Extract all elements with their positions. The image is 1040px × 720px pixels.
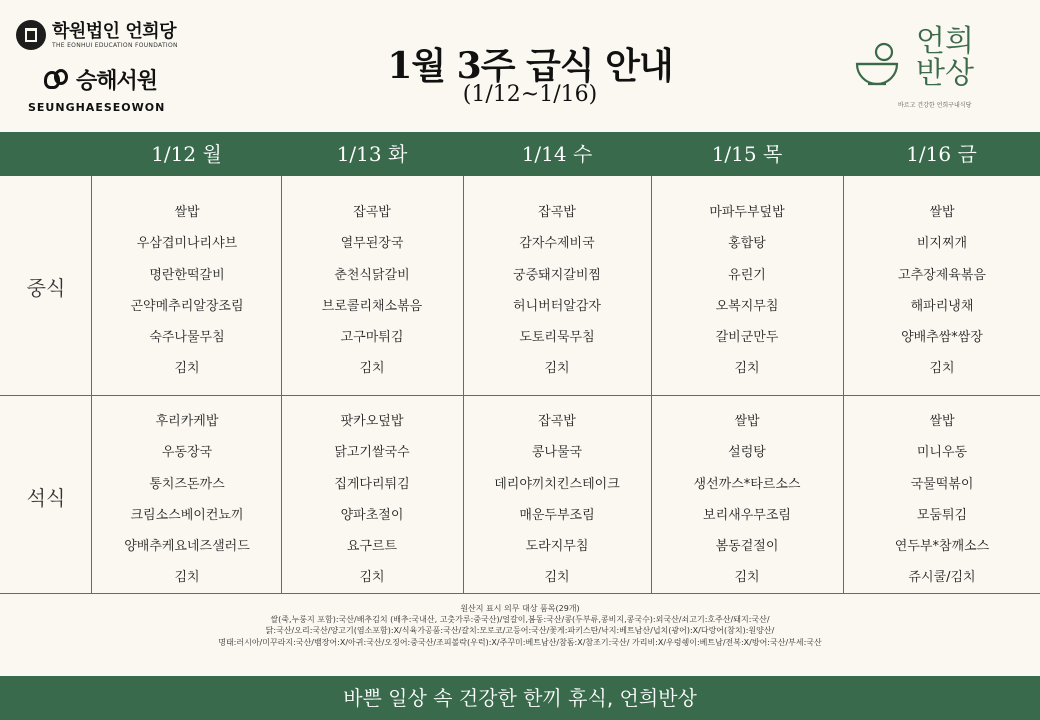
menu-item: 갈비군만두	[715, 330, 779, 346]
table-divider	[843, 176, 844, 594]
menu-item: 김치	[734, 570, 760, 586]
menu-item: 쌀밥	[174, 205, 200, 220]
menu-item: 숙주나물무침	[149, 330, 225, 346]
menu-item: 고추장제육볶음	[898, 267, 986, 283]
school-english-name: SEUNGHAESEOWON	[28, 101, 166, 114]
menu-item: 쌀밥	[929, 414, 955, 429]
foundation-english-name: THE EONHUI EDUCATION FOUNDATION	[52, 41, 178, 49]
menu-item: 모둠튀김	[916, 507, 968, 523]
origin-line: 명태:러시아/미꾸라지:국산/뱀장어:X/아귀:국산/오징어:중국산/조피볼락(우럭):X/주꾸미:베트남산/참돔:X/참조기:국산/ 가리비:X/우렁쉥이:베트남/전복:X/방어:국산/부세:국산	[218, 637, 822, 647]
day-header-wed: 1/14 수	[521, 142, 593, 166]
menu-item: 보리새우무조림	[703, 507, 791, 523]
menu-cell-dinner-thu	[654, 406, 840, 594]
menu-item: 명란한떡갈비	[149, 267, 225, 283]
origin-line: 닭:국산/오리:국산/양고기(염소포함):X/식육가공품:국산/갈치:모로코/고등어:국산/꽃게:파키스탄/낙지:베트남산/넙치(광어):X/다랑어(참치):원양산/	[265, 626, 775, 636]
day-header-tue: 1/13 화	[336, 142, 408, 166]
menu-cell-dinner-fri	[849, 406, 1035, 594]
table-divider	[0, 395, 1040, 396]
menu-cell-lunch-mon	[94, 197, 280, 385]
menu-item: 연두부*참깨소스	[894, 539, 990, 555]
menu-item: 설렁탕	[728, 445, 766, 461]
menu-item: 봄동겉절이	[715, 539, 779, 555]
menu-item: 매운두부조림	[519, 507, 595, 523]
menu-item: 김치	[359, 361, 385, 377]
day-header-mon: 1/12 월	[151, 142, 222, 166]
table-divider	[651, 176, 652, 594]
menu-item: 국물떡볶이	[910, 476, 974, 492]
menu-item: 미니우동	[916, 445, 968, 461]
menu-item: 유린기	[728, 267, 766, 283]
menu-item: 비지찌개	[916, 236, 968, 252]
menu-item: 마파두부덮밥	[709, 205, 785, 220]
header	[0, 0, 1040, 132]
menu-cell-lunch-tue	[279, 197, 465, 385]
foundation-logo	[16, 20, 216, 50]
menu-item: 춘천식닭갈비	[334, 267, 410, 283]
footer-slogan: 바쁜 일상 속 건강한 한끼 휴식, 언희반상	[0, 676, 1040, 720]
menu-item: 요구르트	[346, 539, 398, 555]
menu-item: 양파초절이	[340, 507, 404, 523]
menu-item: 쌀밥	[929, 205, 955, 220]
menu-item: 콩나물국	[531, 445, 583, 461]
menu-item: 잡곡밥	[538, 414, 576, 429]
menu-item: 홍합탕	[728, 236, 766, 252]
page-title: 1월 3주 급식 안내	[387, 45, 673, 87]
bowl-icon	[854, 42, 900, 88]
menu-item: 김치	[174, 570, 200, 586]
menu-item: 양배추케요네즈샐러드	[124, 539, 250, 555]
menu-item: 고구마튀김	[340, 330, 404, 346]
menu-item: 열무된장국	[340, 236, 404, 252]
origin-heading: 원산지 표시 의무 대상 품목(29개)	[460, 604, 580, 613]
menu-item: 양배추쌈*쌈장	[901, 330, 983, 346]
menu-item: 도토리묵무침	[519, 330, 595, 346]
menu-item: 닭고기쌀국수	[334, 445, 410, 461]
brand-logo	[850, 22, 1030, 112]
school-logos	[16, 20, 216, 114]
menu-item: 통치즈돈까스	[149, 476, 225, 492]
menu-item: 김치	[544, 361, 570, 377]
menu-item: 잡곡밥	[538, 205, 576, 220]
menu-item: 우삼겹미나리샤브	[136, 236, 238, 252]
menu-item: 곤약메추리알장조림	[130, 298, 244, 314]
menu-item: 김치	[359, 570, 385, 586]
school-mark-icon	[44, 69, 70, 91]
menu-item: 김치	[734, 361, 760, 377]
menu-item: 김치	[544, 570, 570, 586]
menu-item: 김치	[174, 361, 200, 377]
menu-item: 해파리냉채	[910, 298, 974, 314]
menu-item: 오복지무침	[715, 298, 779, 314]
school-logo	[44, 64, 216, 95]
menu-item: 집게다리튀김	[334, 476, 410, 492]
menu-item: 궁중돼지갈비찜	[513, 267, 601, 283]
school-name: 승해서원	[76, 69, 158, 94]
menu-item: 쥬시쿨/김치	[908, 570, 976, 586]
menu-cell-lunch-fri	[849, 197, 1035, 385]
origin-line: 쌀(죽,누룽지 포함):국산/배추김치 (배추:국내산, 고춧가루:중국산)/얼갈이,봄동:국산/콩(두부류,콩비지,콩국수):외국산/쇠고기:호주산/돼지:국산/	[270, 615, 770, 625]
table-divider	[91, 176, 92, 594]
menu-cell-dinner-mon	[94, 406, 280, 594]
brand-name-line2: 반상	[916, 56, 974, 91]
menu-table	[0, 176, 1040, 594]
menu-item: 브로콜리채소볶음	[321, 298, 423, 314]
date-range: (1/12~1/16)	[462, 82, 598, 107]
brand-name-line1: 언희	[916, 24, 974, 59]
day-header-thu: 1/15 목	[711, 142, 783, 166]
row-label-lunch: 중식	[26, 276, 66, 300]
menu-item: 잡곡밥	[353, 205, 391, 220]
menu-item: 감자수제비국	[519, 236, 595, 252]
menu-item: 도라지무침	[525, 539, 589, 555]
menu-item: 후리카케밥	[155, 414, 219, 429]
menu-item: 허니버터알감자	[513, 298, 601, 314]
day-header-fri: 1/16 금	[906, 142, 977, 166]
menu-item: 우동장국	[161, 445, 213, 461]
menu-cell-lunch-wed	[464, 197, 650, 385]
row-label-dinner: 석식	[26, 486, 66, 510]
menu-item: 김치	[929, 361, 955, 377]
menu-cell-dinner-tue	[279, 406, 465, 594]
menu-item: 생선까스*타르소스	[693, 476, 801, 492]
menu-item: 쌀밥	[734, 414, 760, 429]
menu-item: 크림소스베이컨뇨끼	[130, 507, 244, 523]
menu-cell-lunch-thu	[654, 197, 840, 385]
brand-name	[916, 26, 974, 90]
foundation-name: 학원법인 언희당	[52, 20, 176, 42]
origin-notice	[0, 603, 1040, 648]
menu-item: 데리야끼치킨스테이크	[494, 476, 620, 492]
foundation-seal-icon	[16, 20, 46, 50]
brand-tagline: 바르고 건강한 언희구내식당	[898, 102, 972, 109]
menu-cell-dinner-wed	[464, 406, 650, 594]
menu-item: 팟카오덮밥	[340, 414, 404, 429]
